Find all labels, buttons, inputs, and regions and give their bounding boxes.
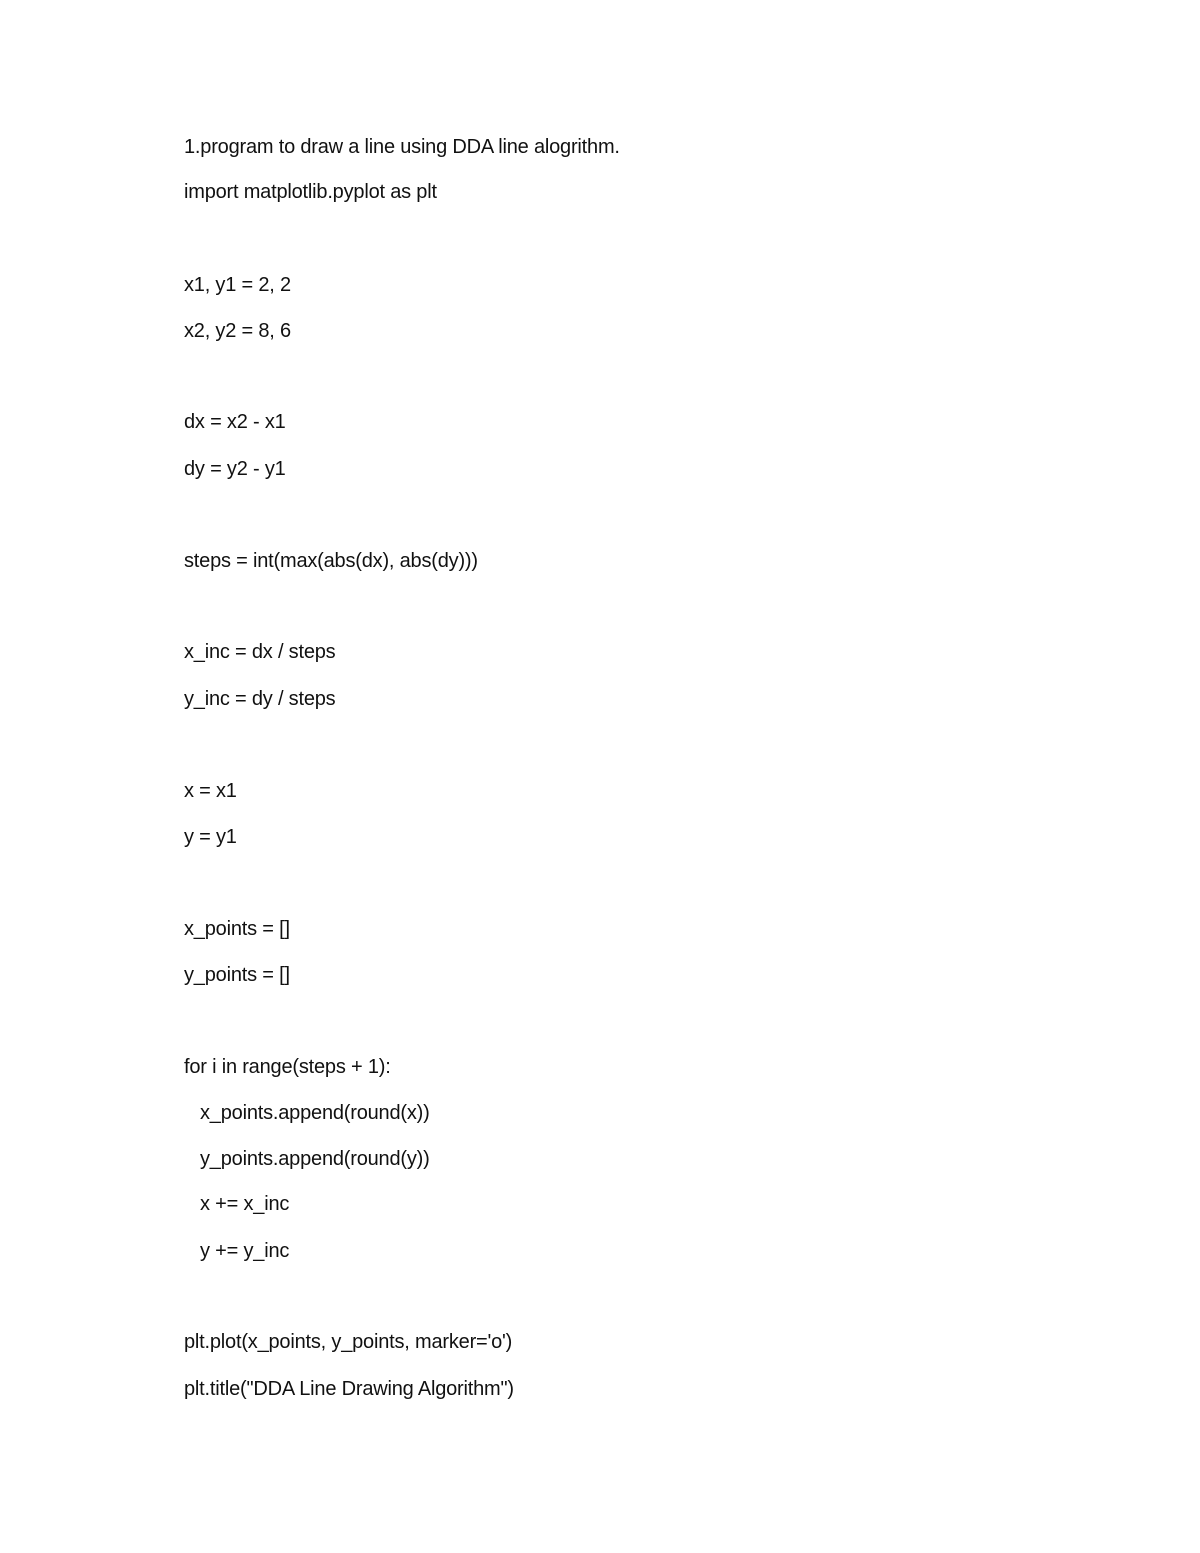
document-heading: 1.program to draw a line using DDA line alogrithm. [184, 136, 620, 158]
code-line-append-y: y_points.append(round(y)) [200, 1148, 430, 1170]
code-line-append-x: x_points.append(round(x)) [200, 1102, 430, 1124]
code-line-dy: dy = y2 - y1 [184, 458, 286, 480]
code-line-plot: plt.plot(x_points, y_points, marker='o') [184, 1331, 513, 1353]
code-line-title: plt.title("DDA Line Drawing Algorithm") [184, 1378, 514, 1400]
code-line-x-increment: x += x_inc [200, 1193, 290, 1215]
code-line-dx: dx = x2 - x1 [184, 411, 286, 433]
code-line-x-init: x = x1 [184, 780, 237, 802]
code-line-steps: steps = int(max(abs(dx), abs(dy))) [184, 550, 478, 572]
code-line-x-inc: x_inc = dx / steps [184, 641, 336, 663]
code-line-x1-y1: x1, y1 = 2, 2 [184, 274, 291, 296]
code-line-x2-y2: x2, y2 = 8, 6 [184, 320, 291, 342]
code-line-y-inc: y_inc = dy / steps [184, 688, 336, 710]
code-line-import: import matplotlib.pyplot as plt [184, 181, 437, 203]
code-line-y-init: y = y1 [184, 826, 237, 848]
code-line-y-points: y_points = [] [184, 964, 290, 986]
code-line-for-loop: for i in range(steps + 1): [184, 1056, 391, 1078]
code-line-x-points: x_points = [] [184, 918, 290, 940]
code-line-y-increment: y += y_inc [200, 1240, 290, 1262]
